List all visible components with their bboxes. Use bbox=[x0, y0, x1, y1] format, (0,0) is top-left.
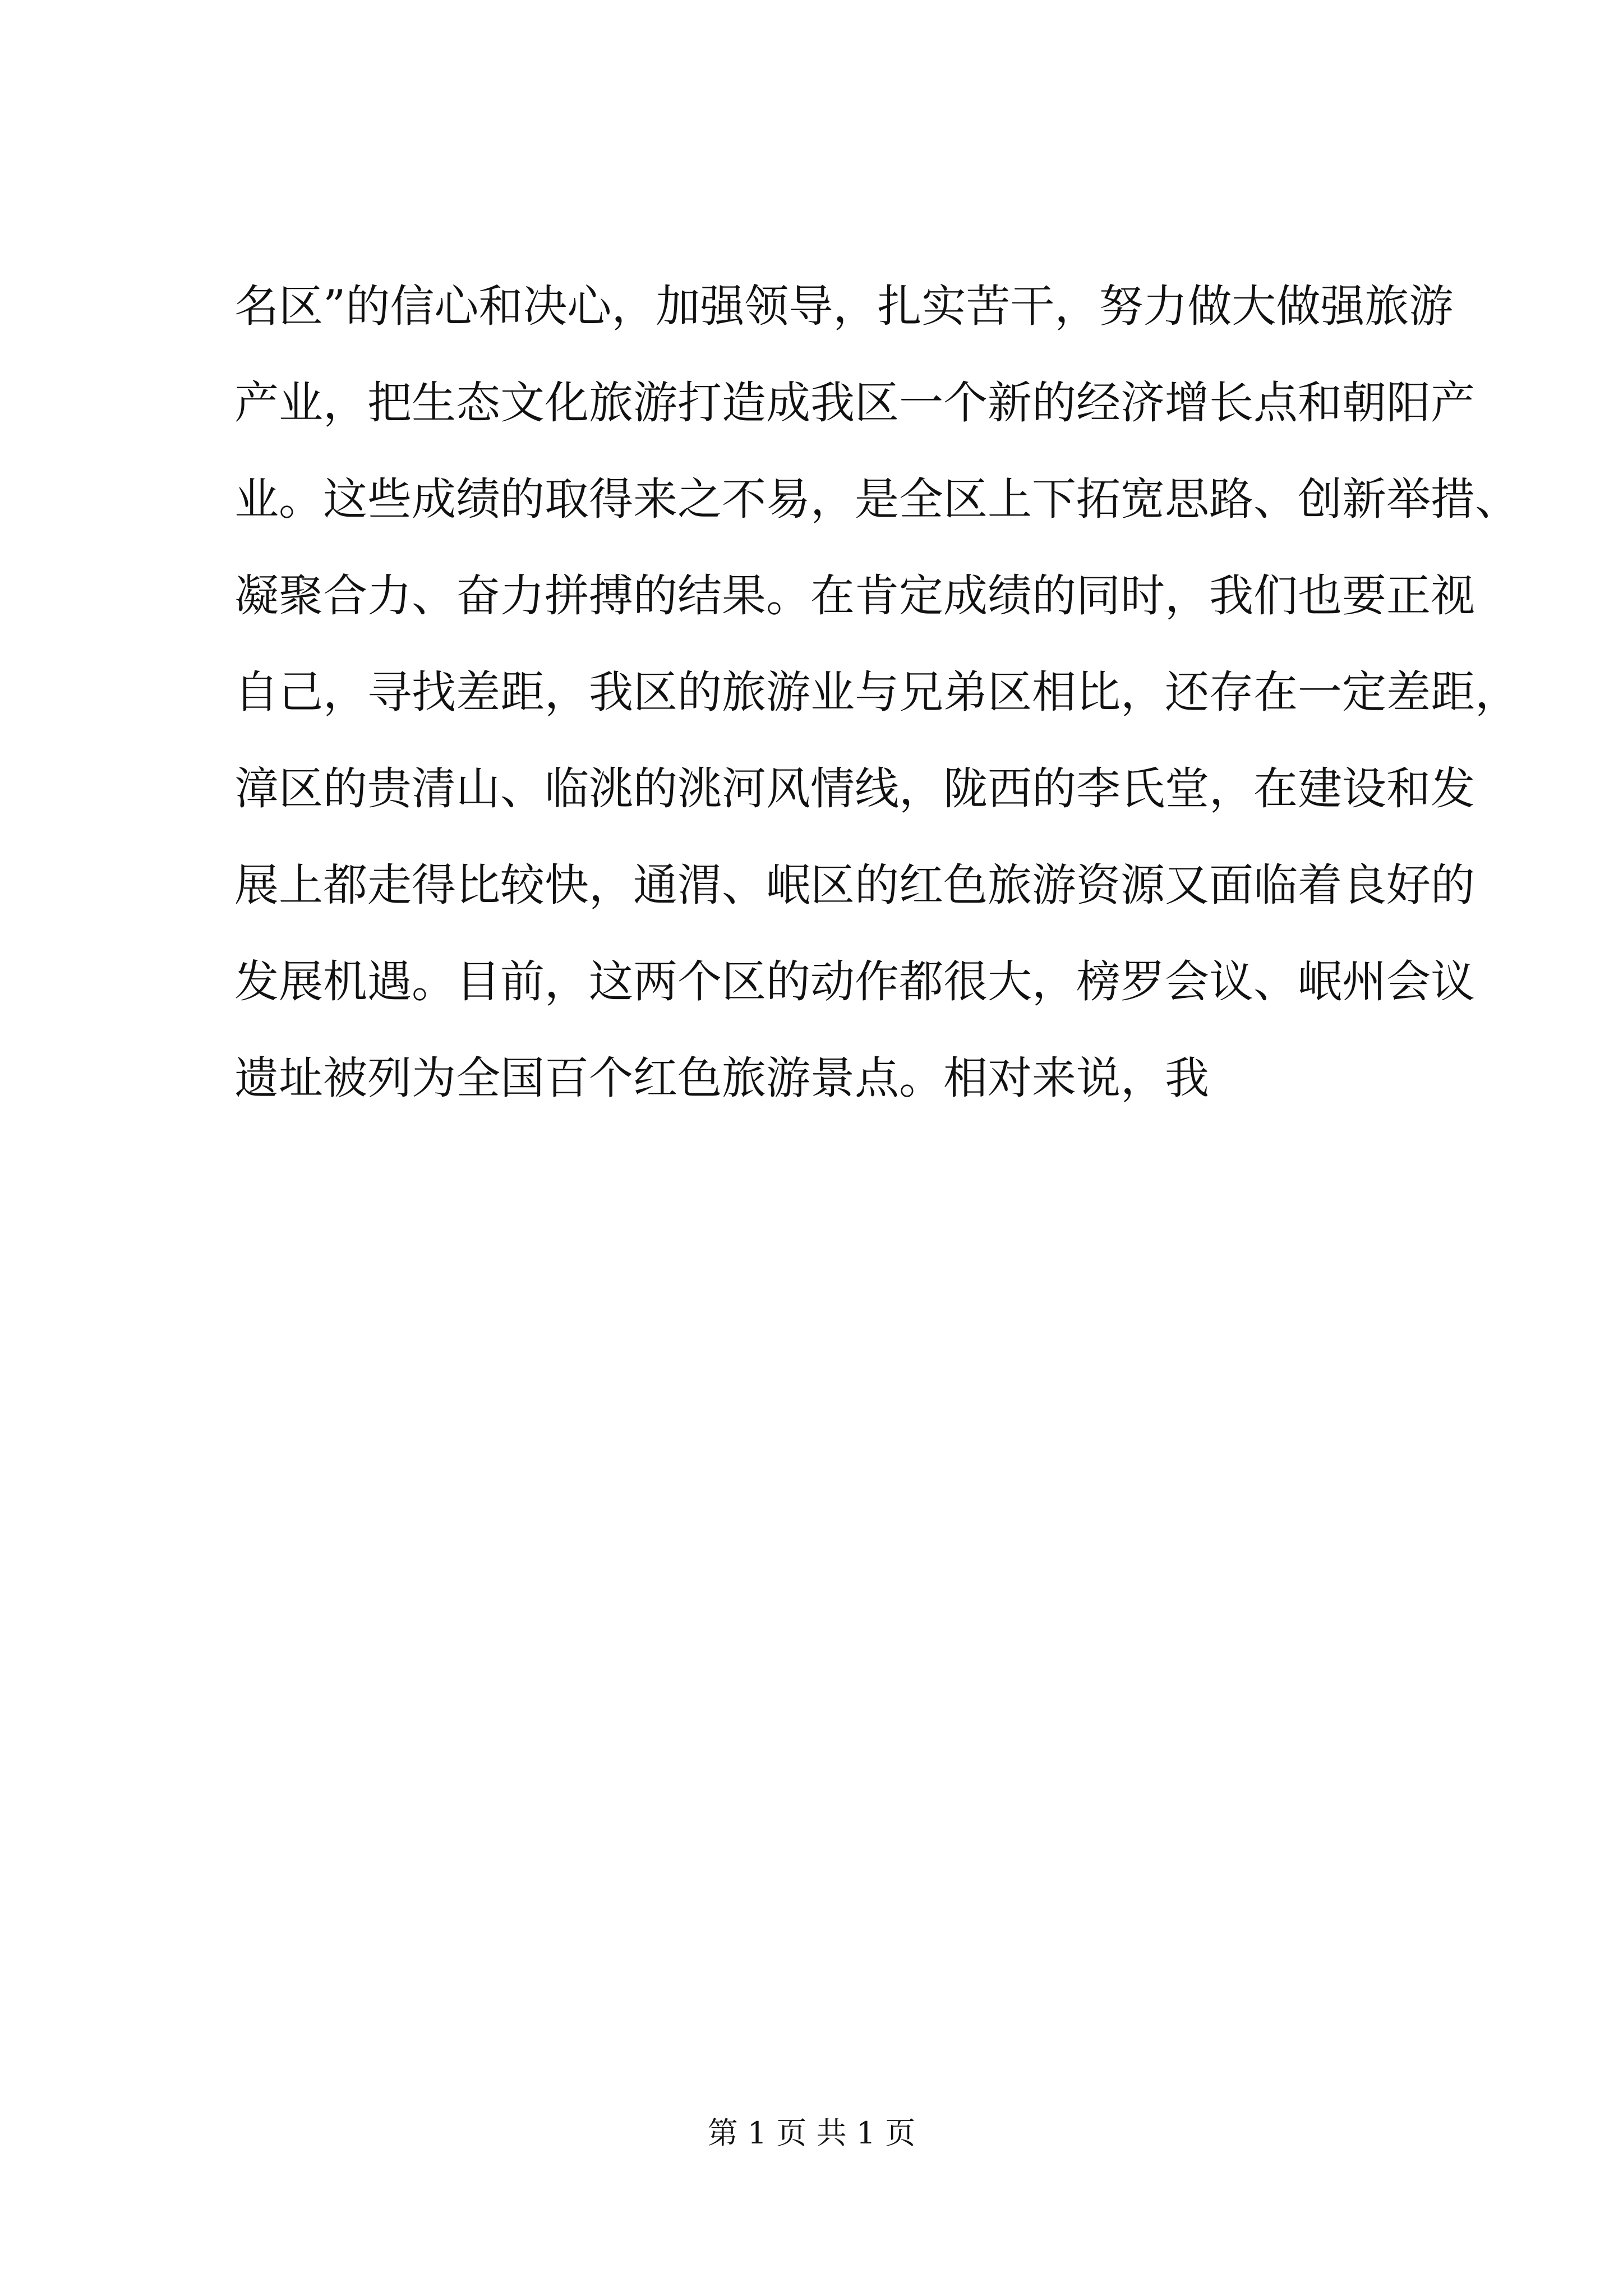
text-line: 漳区的贵清山、临洮的洮河风情线，陇西的李氏堂，在建设和发 bbox=[234, 763, 1475, 815]
text-line: 自己，寻找差距，我区的旅游业与兄弟区相比，还存在一定差距， bbox=[234, 666, 1519, 718]
text-line: 凝聚合力、奋力拼搏的结果。在肯定成绩的同时，我们也要正视 bbox=[234, 570, 1475, 622]
text-line: 名区”的信心和决心，加强领导，扎实苦干，努力做大做强旅游 bbox=[234, 280, 1454, 332]
page-footer bbox=[0, 2114, 1623, 2153]
body-paragraph bbox=[234, 258, 1519, 1126]
text-line: 产业，把生态文化旅游打造成我区一个新的经济增长点和朝阳产 bbox=[234, 377, 1475, 429]
text-line: 展上都走得比较快，通渭、岷区的红色旅游资源又面临着良好的 bbox=[234, 859, 1475, 911]
text-line: 业。这些成绩的取得来之不易，是全区上下拓宽思路、创新举措、 bbox=[234, 473, 1519, 525]
text-line: 发展机遇。目前，这两个区的动作都很大，榜罗会议、岷州会议 bbox=[234, 956, 1475, 1007]
text-line: 遗址被列为全国百个红色旅游景点。相对来说，我 bbox=[234, 1052, 1209, 1104]
page-number-label: 第 1 页 共 1 页 bbox=[707, 2115, 916, 2151]
